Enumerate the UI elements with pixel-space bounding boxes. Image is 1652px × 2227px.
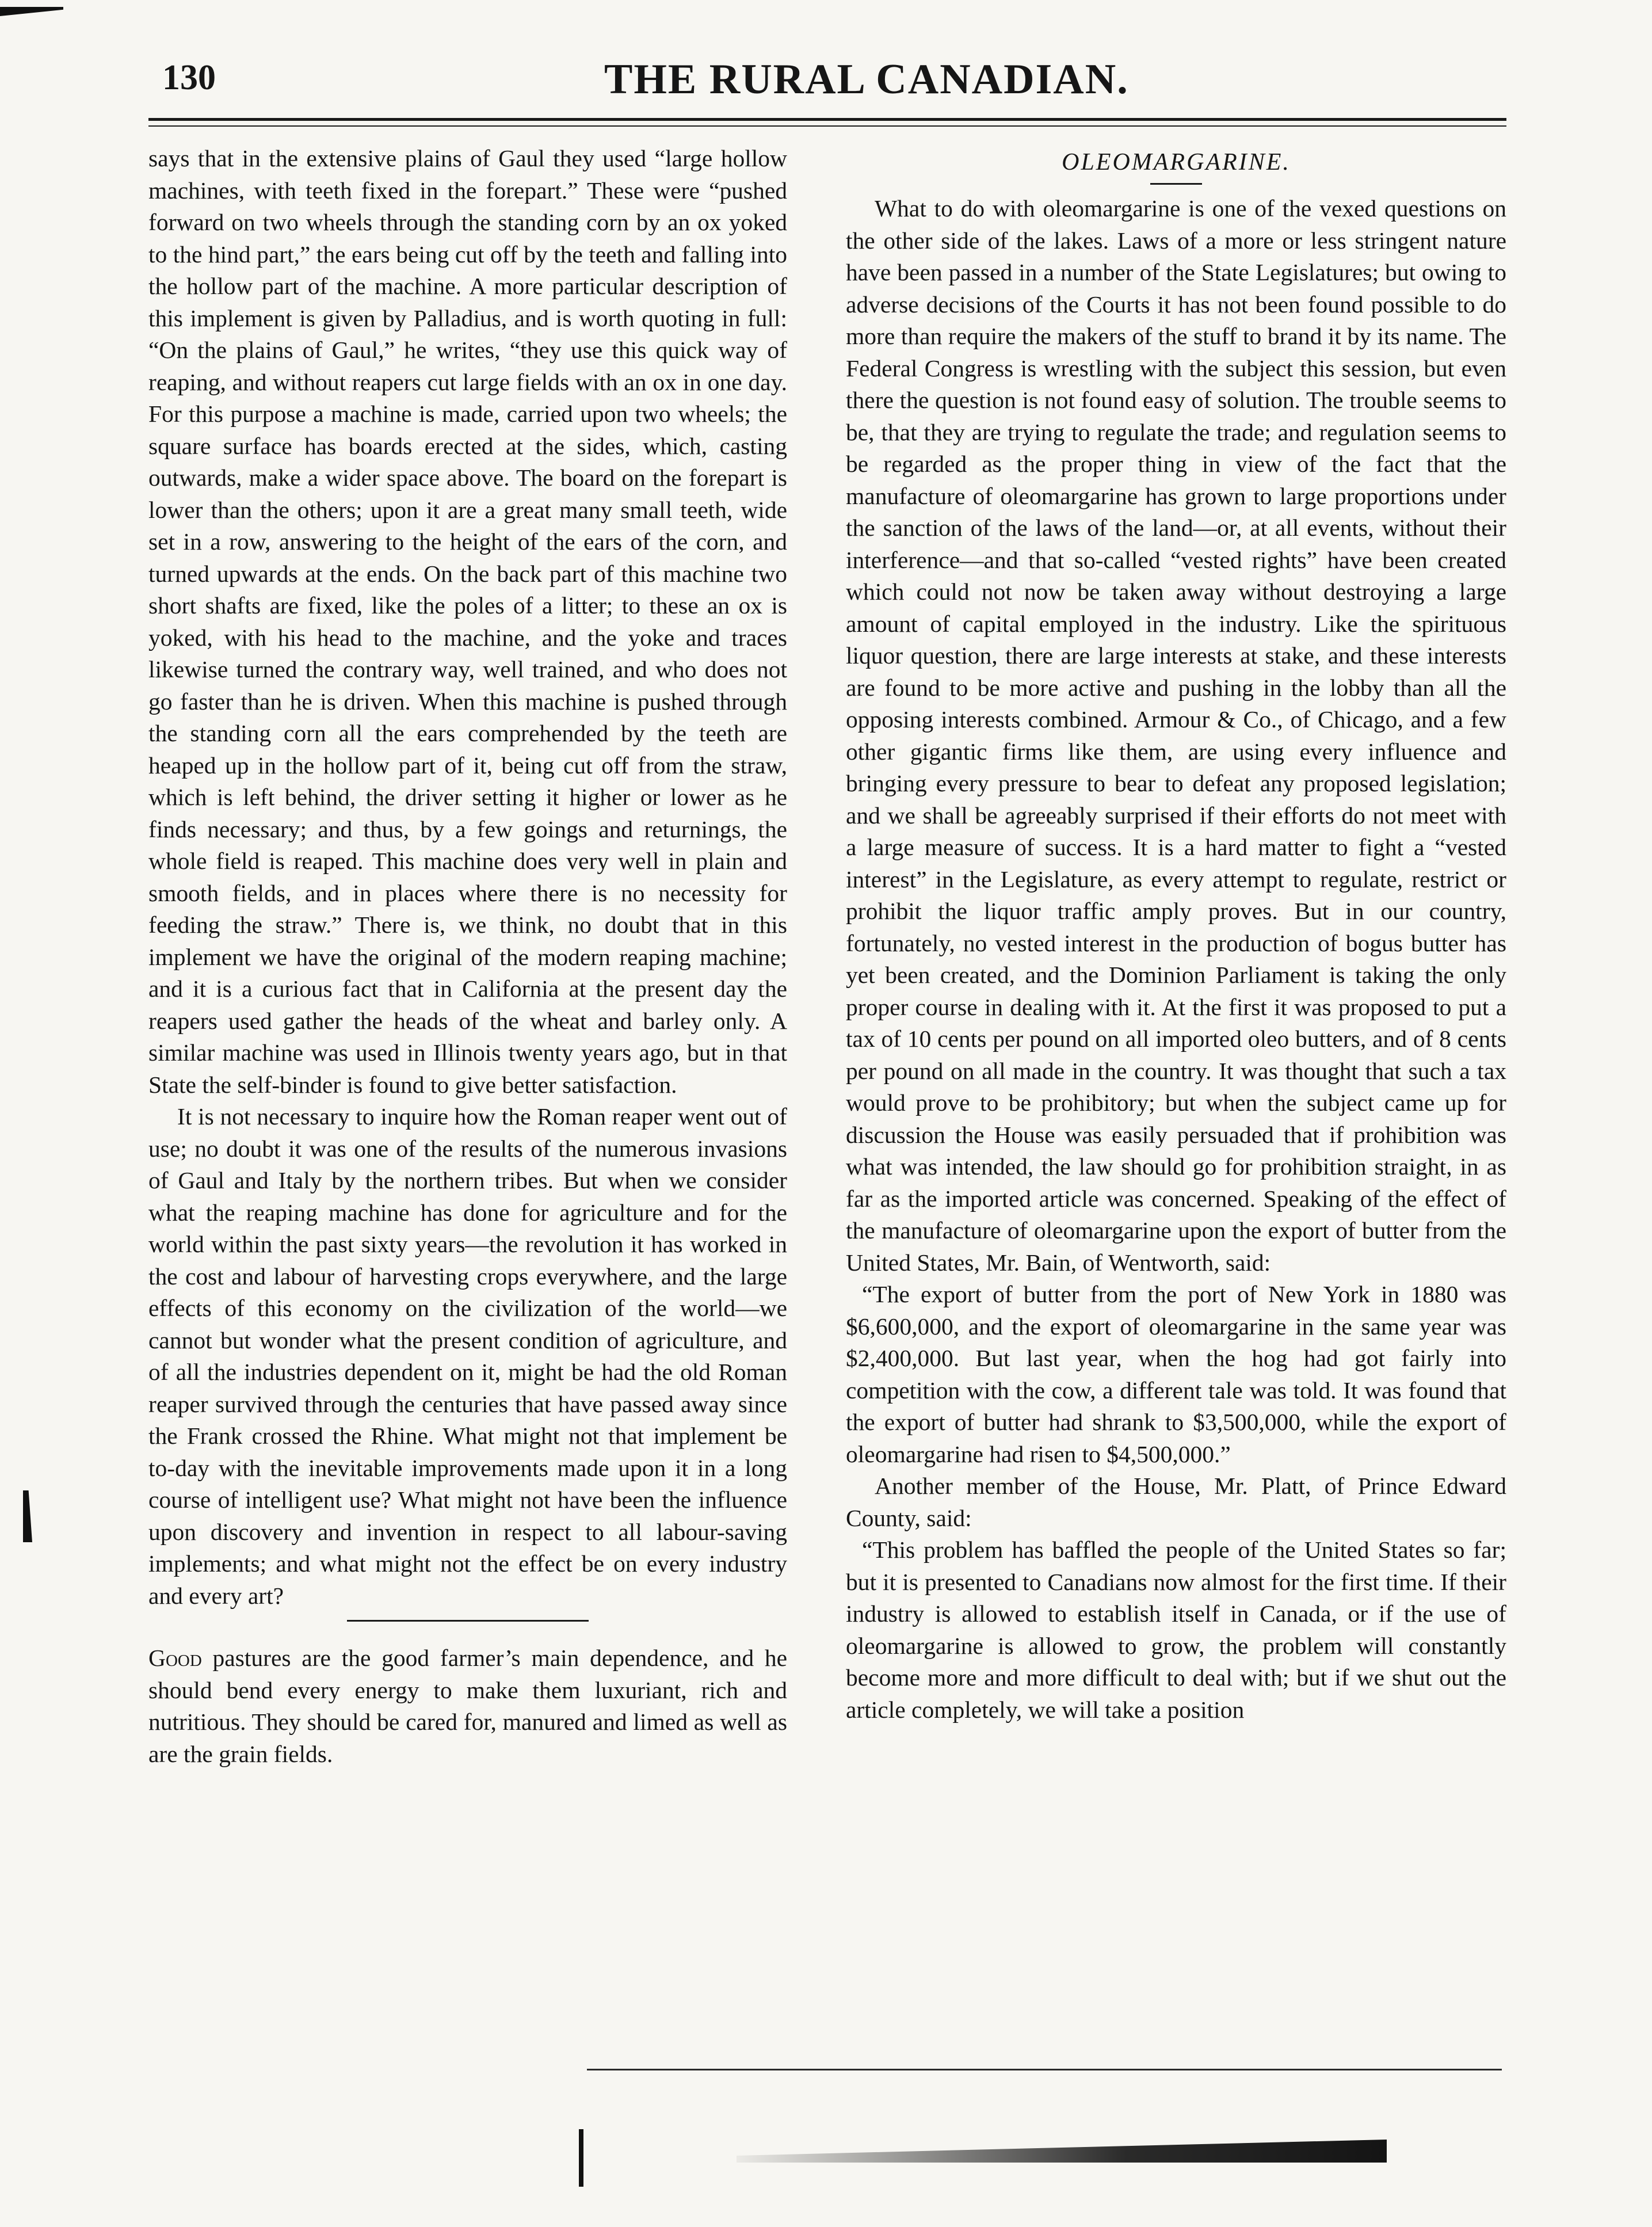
publication-title: THE RURAL CANADIAN. — [604, 56, 1129, 103]
quoted-paragraph: “The export of butter from the port of New York in 1880 was $6,600,000, and the export of oleomargarine in the same year was $2,400,000. But last year, when the hog had got fairly into competition with the cow, a different tale was told. It was found that the export of butter had shrank to $3,500,000, while the export of oleomargarine had risen to $4,500,000.” — [846, 1281, 1506, 1467]
note-paragraph — [148, 1642, 787, 1770]
article-paragraph: says that in the extensive plains of Gaul they used “large hollow machines, with teeth fixed in the forepart.” These were “pushed forward on two wheels through the standing corn by an ox yoked to the hind part,” the ears being cut off by the teeth and falling into the hollow part of the machine. A more particular description of this implement is given by Palladius, and is worth quoting in full: “On the plains of Gaul,” he writes, “they use this quick way of reaping, and without reapers cut large fields with an ox in one day. For this purpose a machine is made, carried upon two wheels; the square surface has boards erected at the sides, which, casting outwards, make a wider space above. The board on the forepart is lower than the others; upon it are a great many small teeth, wide set in a row, answering to the height of the ears of the corn, and turned upwards at the ends. On the back part of this machine two short shafts are fixed, like the poles of a litter; to these an ox is yoked, with his head to the machine, and the yoke and traces likewise turned the contrary way, well trained, and who does not go faster than he is driven. When this machine is pushed through the standing corn all the ears comprehended by the teeth are heaped up in the hollow part of it, being cut off from the straw, which is left behind, the driver setting it higher or lower as he finds necessary; and thus, by a few goings and returnings, the whole field is reaped. This machine does very well in plain and smooth fields, and in places where there is no necessity for feeding the straw.” There is, we think, no doubt that in this implement we have the original of the modern reaping machine; and it is a curious fact that in California at the present day the reapers used gather the heads of the wheat and barley only. A similar machine was used in Illinois twenty years ago, but in that State the self-binder is found to give better satisfaction. — [148, 145, 787, 1098]
section-heading: OLEOMARGARINE. — [1062, 149, 1291, 176]
header-rule-thick — [148, 118, 1506, 121]
article-paragraph: Another member of the House, Mr. Platt, of Prince Edward County, said: — [846, 1473, 1506, 1531]
page-header — [0, 0, 1652, 150]
scan-mark-bottom — [579, 2129, 583, 2187]
footer-rule — [587, 2069, 1502, 2070]
scan-mark-left — [23, 1490, 32, 1542]
header-rule-thin — [148, 125, 1506, 127]
section-divider — [347, 1620, 589, 1622]
note-text: pastures are the good farmer’s main dependence, and he should bend every energy to make them luxuriant, rich and nutritious. They should be cared for, manured and limed as well as are the grain fields. — [148, 1645, 787, 1767]
page-number: 130 — [162, 58, 216, 97]
right-column — [846, 143, 1506, 1726]
quoted-paragraph: “This problem has baffled the people of the United States so far; but it is presented to Canadians now almost for the first time. If their industry is allowed to establish itself in Canada, or if the use of oleomargarine is allowed to grow, the problem will constantly become more and more difficult to deal with; but if we shut out the article completely, we will take a position — [846, 1536, 1506, 1723]
note-lead-word: Good — [148, 1645, 202, 1671]
scan-smudge — [737, 2140, 1387, 2163]
article-paragraph: What to do with oleomargarine is one of the vexed questions on the other side of the lakes. Laws of a more or less stringent nature have been passed in a number of the State Legislatures; but owing to adverse decisions of the Courts it has not been found possible to do more than require the makers of the stuff to brand it by its name. The Federal Congress is wrestling with the subject this session, but even there the question is not found easy of solution. The trouble seems to be, that they are trying to regulate the trade; and regulation seems to be regarded as the proper thing in view of the fact that the manufacture of oleomargarine has grown to large proportions under the sanction of the laws of the land—or, at all events, without their interference—and that so-called “vested rights” have been created which could not now be taken away without destroying a large amount of capital employed in the industry. Like the spirituous liquor question, there are large interests at stake, and these interests are found to be more active and pushing in the lobby than all the opposing interests combined. Armour & Co., of Chicago, and a few other gigantic firms like them, are using every influence and bringing every pressure to bear to defeat any proposed legislation; and we shall be agreeably surprised if their efforts do not meet with a large measure of success. It is a hard matter to fight a “vested interest” in the Legislature, as every attempt to regulate, restrict or prohibit the liquor traffic amply proves. But in our country, fortunately, no vested interest in the production of bogus butter has yet been created, and the Dominion Parliament is taking the only proper course in dealing with it. At the first it was proposed to put a tax of 10 cents per pound on all imported oleo butters, and of 8 cents per pound on all made in the country. It was thought that such a tax would prove to be prohibitory; but when the subject came up for discussion the House was easily persuaded that if prohibition was what was intended, the law should go for prohibition straight, in as far as the imported article was concerned. Speaking of the effect of the manufacture of oleomargarine upon the export of butter from the United States, Mr. Bain, of Wentworth, said: — [846, 195, 1506, 1276]
article-paragraph: It is not necessary to inquire how the Roman reaper went out of use; no doubt it was one of the results of the numerous invasions of Gaul and Italy by the northern tribes. But when we consider what the reaping machine has done for agriculture and for the world within the past sixty years—the revolution it has worked in the cost and labour of harvesting crops everywhere, and the large effects of this economy on the civilization of the world—we cannot but wonder what the present condition of agriculture, and of all the industries dependent on it, might be had the old Roman reaper survived through the centuries that have passed away since the Frank crossed the Rhine. What might not that implement be to-day with the inevitable improvements made upon it in a long course of intelligent use? What might not have been the influence upon discovery and invention in respect to all labour-saving implements; and what might not the effect be on every industry and every art? — [148, 1103, 787, 1609]
heading-rule — [1150, 183, 1202, 185]
left-column — [148, 143, 787, 1770]
